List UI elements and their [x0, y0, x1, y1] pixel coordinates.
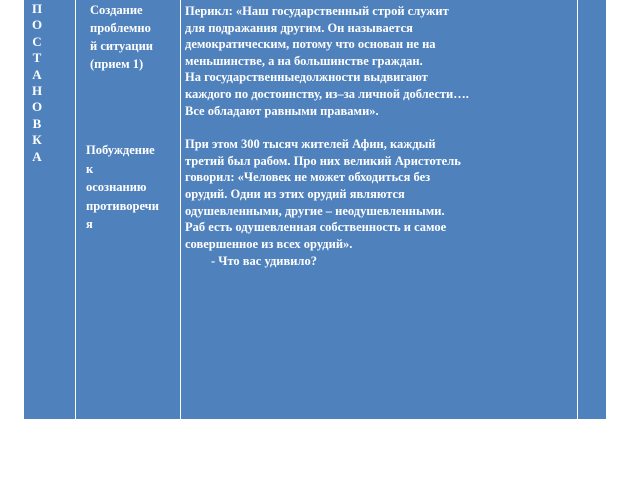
method-column — [76, 0, 181, 419]
text-line: Раб есть одушевленная собственность и самое — [185, 220, 447, 235]
stage-letter: Т — [32, 50, 42, 66]
label-line: й ситуации — [90, 39, 153, 53]
label-line: (прием 1) — [90, 57, 144, 71]
label-line: к — [86, 161, 94, 176]
contradiction-label — [86, 141, 178, 234]
pericles-quote — [185, 3, 580, 119]
empty-column — [578, 0, 608, 419]
aristotle-quote — [185, 136, 580, 252]
stage-letter: А — [32, 66, 42, 82]
label-line: противоречи — [86, 198, 159, 213]
text-line: для подражания другим. Он называется — [185, 20, 413, 35]
label-line: я — [86, 217, 93, 231]
content-text — [185, 3, 580, 270]
text-line: третий был рабом. Про них великий Аристотель — [185, 153, 461, 168]
text-line: демократическим, потому что основан не на — [185, 37, 436, 52]
content-column — [181, 0, 578, 419]
stage-letter: В — [32, 115, 42, 131]
stage-letter: А — [32, 148, 42, 164]
text-line: При этом 300 тысяч жителей Афин, каждый — [185, 137, 436, 152]
stage-name-column — [24, 0, 76, 419]
text-line: На государственныедолжности выдвигают — [185, 70, 428, 85]
text-line: меньшинстве, а на большинстве граждан. — [185, 53, 423, 68]
stage-letter: Н — [31, 83, 43, 99]
stage-letter: К — [32, 132, 42, 148]
stage-letter: П — [31, 1, 43, 16]
text-line: говорил: «Человек не может обходиться без — [185, 170, 431, 185]
label-line: Создание — [90, 3, 143, 17]
text-line: Все обладают равными правами». — [185, 103, 379, 118]
lesson-table — [23, 0, 607, 420]
label-line: осознанию — [86, 180, 147, 194]
problem-situation-label — [90, 1, 180, 73]
text-line: Перикл: «Наш государственный строй служит — [185, 4, 449, 18]
stage-letter: О — [31, 99, 43, 115]
label-line: проблемно — [90, 21, 151, 35]
stage-letter: О — [31, 17, 43, 33]
text-line: одушевленными, другие – неодушевленными. — [185, 203, 445, 218]
discussion-question: - Что вас удивило? — [211, 254, 317, 269]
text-line: совершенное из всех орудий». — [185, 236, 353, 251]
text-line: орудий. Одни из этих орудий являются — [185, 186, 405, 201]
label-line: Побуждение — [86, 143, 155, 157]
stage-letter: С — [32, 33, 42, 49]
text-line: каждого по достоинству, из–за личной доблести…. — [185, 86, 469, 101]
stage-name-vertical — [26, 1, 48, 165]
